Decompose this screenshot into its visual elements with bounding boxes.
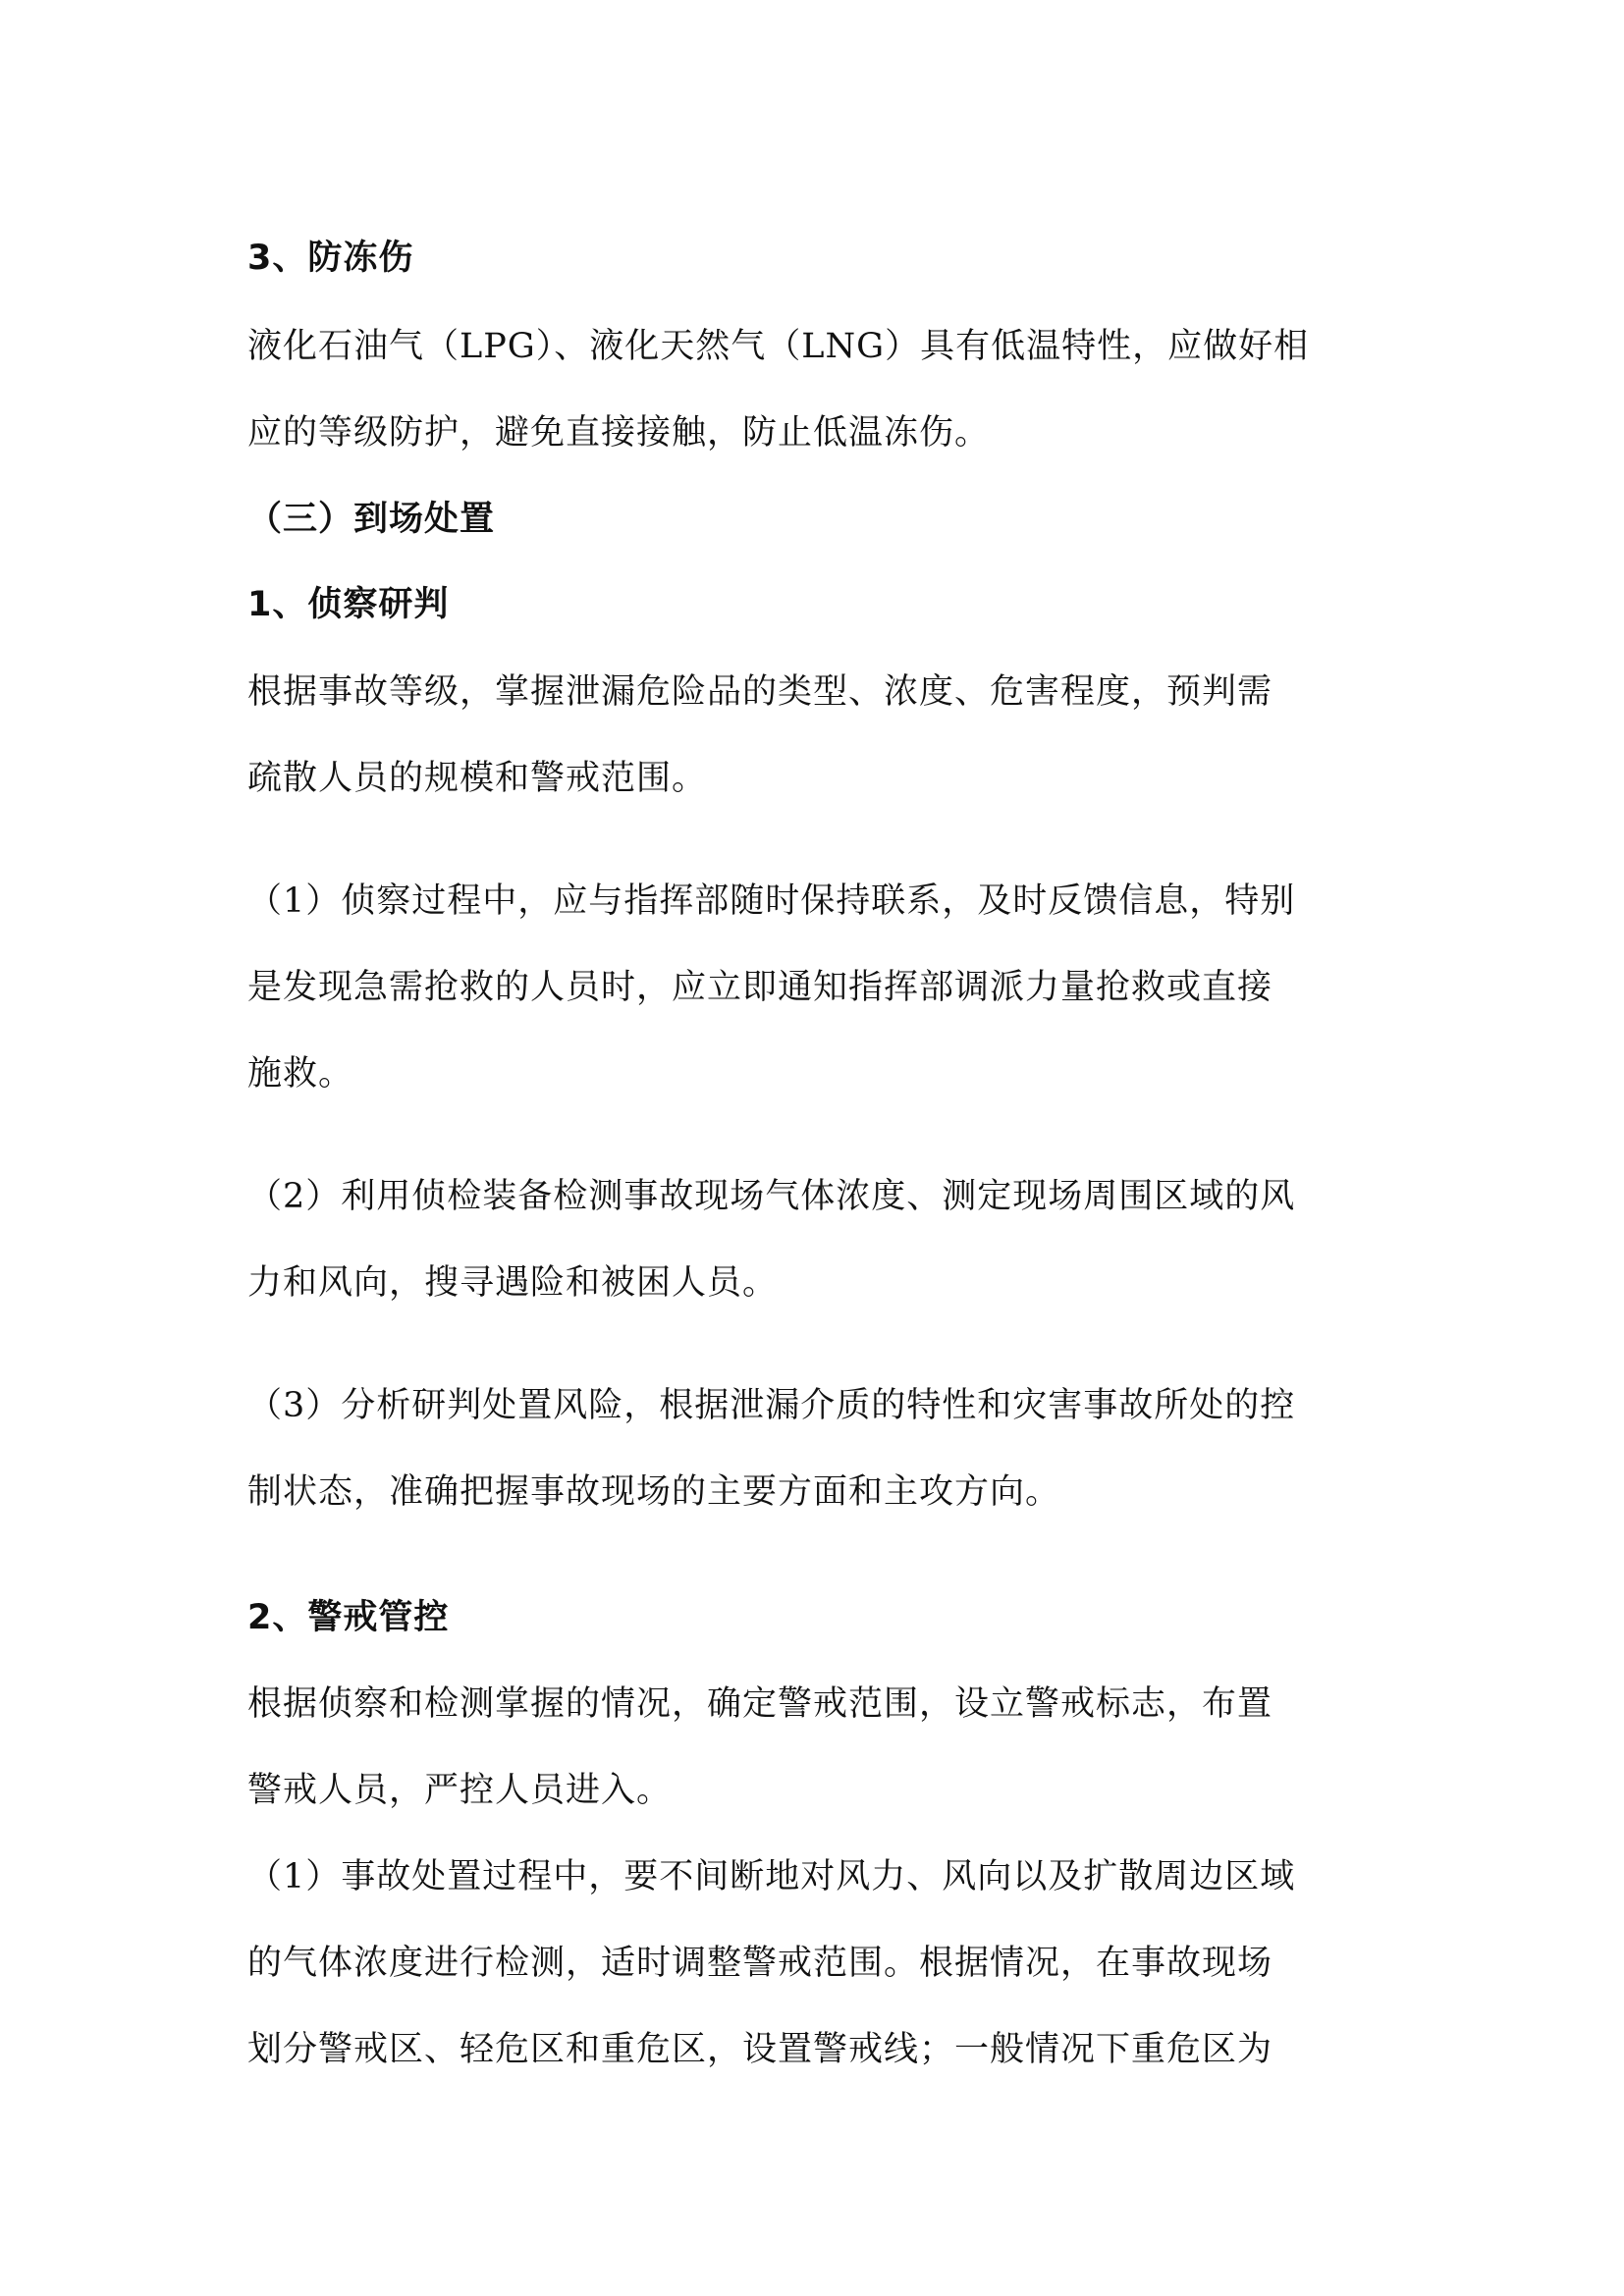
list-item-line: （2）利用侦检装备检测事故现场气体浓度、测定现场周围区域的风 <box>247 1177 1296 1216</box>
list-item-line: （1）事故处置过程中，要不间断地对风力、风向以及扩散周边区域 <box>247 1857 1296 1896</box>
paragraph-line: 应的等级防护，避免直接接触，防止低温冻伤。 <box>247 413 991 453</box>
paragraph-line: 疏散人员的规模和警戒范围。 <box>247 759 708 798</box>
list-item-line: （3）分析研判处置风险，根据泄漏介质的特性和灾害事故所处的控 <box>247 1386 1296 1425</box>
list-item-line: 是发现急需抢救的人员时，应立即通知指挥部调派力量抢救或直接 <box>247 968 1273 1007</box>
section-heading-cordon: 2、警戒管控 <box>247 1598 450 1637</box>
list-item-line: 划分警戒区、轻危区和重危区，设置警戒线；一般情况下重危区为 <box>247 2030 1273 2069</box>
list-item-line: （1）侦察过程中，应与指挥部随时保持联系，及时反馈信息，特别 <box>247 881 1296 921</box>
section-heading-frostbite: 3、防冻伤 <box>247 239 414 278</box>
list-item-line: 制状态，准确把握事故现场的主要方面和主攻方向。 <box>247 1472 1061 1512</box>
paragraph-line: 根据侦察和检测掌握的情况，确定警戒范围，设立警戒标志，布置 <box>247 1684 1273 1724</box>
paragraph-line: 根据事故等级，掌握泄漏危险品的类型、浓度、危害程度，预判需 <box>247 672 1273 712</box>
list-item-line: 力和风向，搜寻遇险和被困人员。 <box>247 1263 779 1303</box>
paragraph-line: 警戒人员，严控人员进入。 <box>247 1771 673 1810</box>
section-heading-on-site: （三）到场处置 <box>247 500 496 539</box>
paragraph-line: 液化石油气（LPG）、液化天然气（LNG）具有低温特性，应做好相 <box>247 327 1310 366</box>
section-heading-recon: 1、侦察研判 <box>247 585 450 624</box>
list-item-line: 的气体浓度进行检测，适时调整警戒范围。根据情况，在事故现场 <box>247 1944 1273 1983</box>
list-item-line: 施救。 <box>247 1054 354 1094</box>
